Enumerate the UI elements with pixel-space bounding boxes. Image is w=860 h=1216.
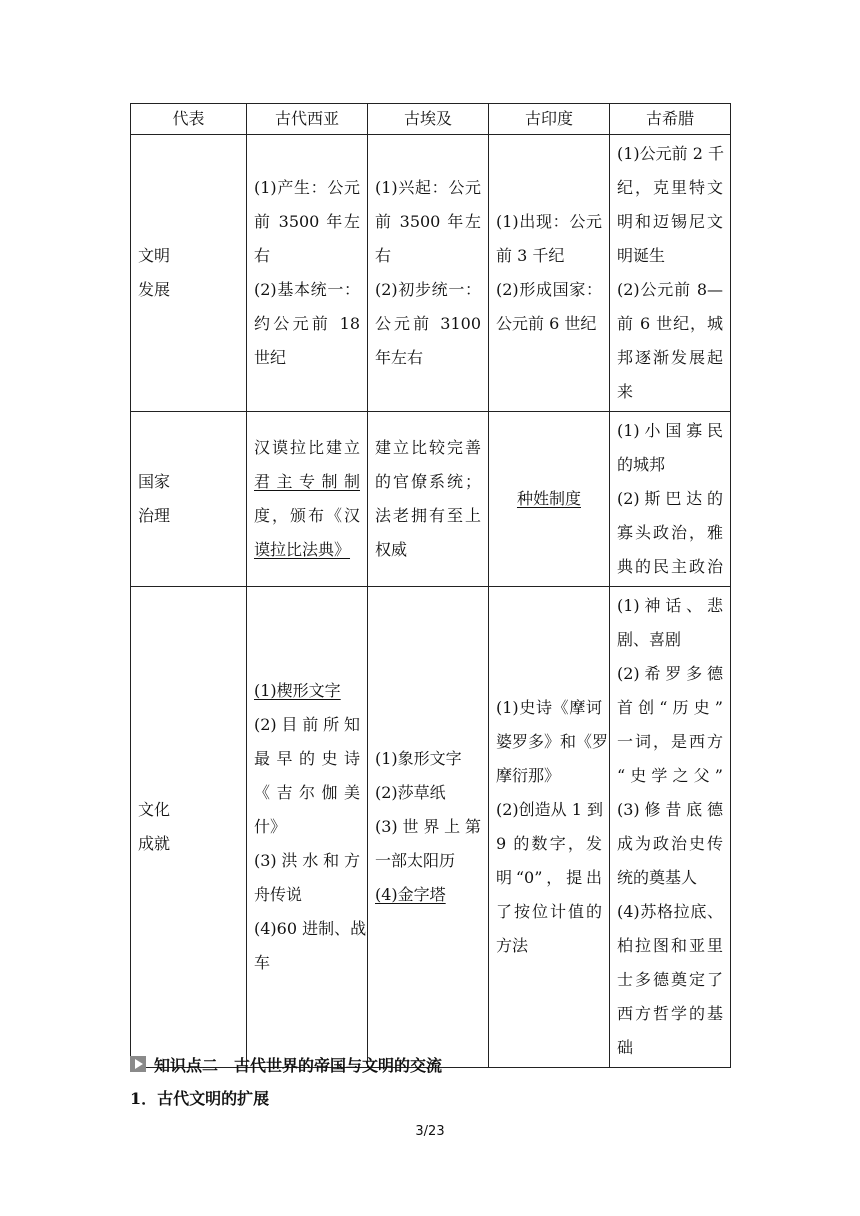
cell-line: 方法 (496, 936, 529, 955)
table-cell (610, 135, 731, 412)
cell-line: 约公元前 18 (254, 314, 360, 333)
cell-line: 法老拥有至上 (375, 506, 481, 525)
cell-line: 前 3500 年左 (254, 212, 360, 231)
row-label-line: 文明 (138, 246, 171, 265)
row-label (131, 412, 247, 587)
cell-line: 士多德奠定了 (617, 970, 723, 989)
cell-line: 年左右 (375, 348, 424, 367)
table-row (131, 135, 731, 412)
cell-line: 寡头政治，雅 (617, 523, 723, 542)
table-cell (368, 412, 489, 587)
row-label (131, 135, 247, 412)
row-label-line: 发展 (138, 280, 171, 299)
cell-line: 公元前 6 世纪 (496, 314, 597, 333)
cell-line: (2)基本统一： (254, 280, 360, 299)
cell-line: (1)小国寡民 (617, 421, 723, 440)
cell-line: 车 (254, 953, 271, 972)
cell-line: (4)苏格拉底、 (617, 902, 723, 921)
table-row (131, 587, 731, 1068)
cell-line: (1)神话、悲 (617, 596, 723, 615)
cell-line: 汉谟拉比建立 (254, 438, 360, 457)
cell-line: 的城邦 (617, 455, 666, 474)
play-triangle-icon (130, 1056, 146, 1072)
underlined-term: (4)金字塔 (375, 885, 446, 904)
cell-line: 首创“历史” (617, 698, 723, 717)
cell-line: 剧、喜剧 (617, 630, 682, 649)
cell-line: 建立比较完善 (375, 438, 481, 457)
underlined-term: 种姓制度 (516, 489, 581, 508)
page-number: 3/23 (415, 1124, 445, 1139)
cell-line: (2)形成国家： (496, 280, 602, 299)
header-cell: 古希腊 (610, 104, 731, 135)
cell-line: (4)60 进制、战 (254, 919, 367, 938)
cell-line: (1)象形文字 (375, 749, 462, 768)
cell-line: 前 6 世纪，城 (617, 314, 723, 333)
section-heading (130, 1052, 442, 1076)
row-label-line: 文化 (138, 800, 171, 819)
table-cell (247, 587, 368, 1068)
cell-line: (2)希罗多德 (617, 664, 723, 683)
header-cell: 古代西亚 (247, 104, 368, 135)
cell-line: 西方哲学的基 (617, 1004, 723, 1023)
cell-line: (1)兴起：公元 (375, 178, 481, 197)
cell-line: 一部太阳历 (375, 851, 456, 870)
cell-line: 的官僚系统； (375, 472, 481, 491)
table-cell (489, 587, 610, 1068)
table-row (131, 412, 731, 587)
cell-line: (1)出现：公元 (496, 212, 602, 231)
cell-line: 摩衍那》 (496, 766, 561, 785)
cell-line: (2)目前所知 (254, 715, 360, 734)
cell-line: (2)公元前 8— (617, 280, 723, 299)
cell-line: 统的奠基人 (617, 868, 698, 887)
header-cell: 古埃及 (368, 104, 489, 135)
header-cell: 代表 (131, 104, 247, 135)
cell-line: 一词，是西方 (617, 732, 723, 751)
row-label-line: 国家 (138, 472, 171, 491)
cell-line: (3)洪水和方 (254, 851, 360, 870)
table-cell (368, 135, 489, 412)
cell-line: 什》 (254, 817, 287, 836)
civilization-comparison-table (130, 103, 731, 1068)
cell-line: 邦逐渐发展起 (617, 348, 723, 367)
cell-line: 明“0”，提出 (496, 868, 602, 887)
cell-line: (2)初步统一： (375, 280, 481, 299)
cell-line: 明诞生 (617, 246, 666, 265)
row-label-line: 成就 (138, 834, 171, 853)
cell-line: 前 3500 年左 (375, 212, 481, 231)
underlined-term: (1)楔形文字 (254, 681, 341, 700)
cell-line: 《吉尔伽美 (254, 783, 360, 802)
cell-line: 婆罗多》和《罗 (496, 732, 609, 751)
subheading: 1．古代文明的扩展 (130, 1089, 270, 1108)
cell-line: 来 (617, 382, 634, 401)
table-cell (368, 587, 489, 1068)
row-label-line: 治理 (138, 506, 171, 525)
cell-line: (2)斯巴达的 (617, 489, 723, 508)
cell-line: 前 3 千纪 (496, 246, 565, 265)
cell-line: 度，颁布《汉 (254, 506, 360, 525)
cell-line: 公元前 3100 (375, 314, 481, 333)
cell-line: 权威 (375, 540, 408, 559)
cell-line: 右 (375, 246, 392, 265)
cell-line: 柏拉图和亚里 (617, 936, 723, 955)
cell-line: 世纪 (254, 348, 287, 367)
underlined-term: 谟拉比法典》 (254, 540, 351, 559)
cell-line: (1)公元前 2 千 (617, 144, 725, 163)
underlined-term: 君主专制制 (254, 472, 360, 491)
row-label (131, 587, 247, 1068)
cell-line: (2)创造从 1 到 (496, 800, 604, 819)
section-title: 知识点二 古代世界的帝国与文明的交流 (154, 1055, 443, 1075)
table-cell (489, 135, 610, 412)
table-cell (247, 412, 368, 587)
cell-line: (3)世界上第 (375, 817, 481, 836)
cell-line: 舟传说 (254, 885, 303, 904)
cell-line: 明和迈锡尼文 (617, 212, 723, 231)
cell-line: 9 的数字，发 (496, 834, 602, 853)
cell-line: 成为政治史传 (617, 834, 723, 853)
cell-line: (3)修昔底德 (617, 800, 723, 819)
table-cell (489, 412, 610, 587)
cell-line: (2)莎草纸 (375, 783, 446, 802)
table-cell (610, 412, 731, 587)
cell-line: 础 (617, 1038, 634, 1057)
table-cell (247, 135, 368, 412)
cell-line: 了按位计值的 (496, 902, 602, 921)
cell-line: 纪，克里特文 (617, 178, 723, 197)
table-header-row (131, 104, 731, 135)
cell-line: “史学之父” (617, 766, 723, 785)
header-cell: 古印度 (489, 104, 610, 135)
cell-line: 典的民主政治 (617, 557, 723, 576)
cell-line: (1)产生：公元 (254, 178, 360, 197)
cell-line: 最早的史诗 (254, 749, 360, 768)
table-cell (610, 587, 731, 1068)
cell-line: (1)史诗《摩诃 (496, 698, 602, 717)
cell-line: 右 (254, 246, 271, 265)
